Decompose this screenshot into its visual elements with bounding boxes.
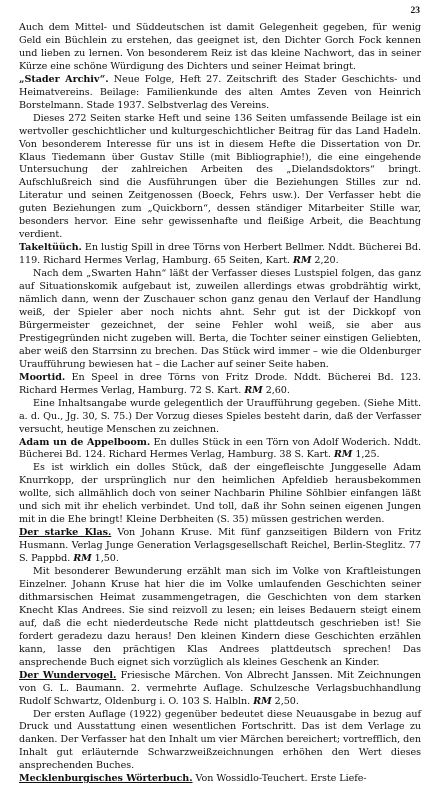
paragraph — [19, 372, 421, 398]
currency-symbol: RM — [73, 553, 92, 565]
currency-symbol: RM — [333, 449, 353, 461]
text-run: Von Wossidlo-Teuchert. Erste Liefe- — [192, 773, 367, 785]
text-run: Es ist wirklich ein dolles Stück, daß der eingefleischte Junggeselle Adam Knurrkopp, der ursprünglich nur den heimlichen Apfeldieb herausbekommen wollte, sich allmählich doch von seiner Nachbarin Philine Söhlbier einfangen läßt und sich mit ihr ehelich verbindet. Und toll, daß ihr Sohn seinen eigenen Jungen mit in die Ehe bringt! Kleine Derbheiten (S. 35) müssen gestrichen werden. — [19, 462, 421, 526]
entry-title: Mecklenburgisches Wörterbuch. — [19, 773, 193, 785]
paragraph — [19, 670, 421, 709]
paragraph — [19, 268, 421, 372]
paragraph — [19, 398, 421, 437]
text-run: Mit besonderer Bewunderung erzählt man sich im Volke von Kraftleistungen Einzelner. Johann Kruse hat hier die im Volke umlaufenden Geschichten seiner dithmarsischen Heimat zusammengetragen, die Geschichten von dem starken Knecht Klas Andrees. Sie sind reizvoll zu lesen; ein leises Bedauern steigt einem auf, daß die echt niederdeutsche Rede nicht plattdeutsch geschrieben ist! Sie fordert geradezu dazu heraus! Den kleinen Kindern diese Geschichten erzählen kann, lasse den prächtigen Klas Andrees plattdeutsch sprechen! Das ansprechende Buch eignet sich vorzüglich als kleines Geschenk an Kinder. — [19, 566, 421, 668]
currency-symbol: RM — [253, 695, 272, 707]
paragraph — [19, 709, 421, 774]
text-run: 2,50. — [271, 695, 299, 707]
text-run: Dieses 272 Seiten starke Heft und seine 136 Seiten umfassende Beilage ist ein wertvoller geschichtlicher und kulturgeschichtlicher Beitrag für das Land Hadeln. Von besonderem Interesse für uns ist in diesem Hefte die Dissertation von Dr. Klaus Tiedemann über Gustav Stille (mit Bibliographie!), die eine eingehende Untersuchung der zahlreichen Arbeiten des „Dielandsdoktors“ bringt. Aufschlußreich sind die Ausführungen über die Beziehungen Stilles zur nd. Literatur und seinen Zeitgenossen (Boeck, Fehrs usw.). Der Verfasser hebt die guten Beziehungen zum „Quickborn“, dessen ständiger Mitarbeiter Stille war, besonders hervor. Eine sehr gewissenhafte und fleißige Arbeit, die Beachtung verdient. — [19, 112, 421, 241]
entry-title: Takeltüüch. — [19, 242, 82, 254]
entry-title: Adam un de Appelboom. — [19, 436, 151, 448]
text-run: 2,60. — [262, 384, 290, 396]
currency-symbol: RM — [292, 255, 312, 267]
paragraph — [19, 462, 421, 527]
paragraph — [19, 22, 421, 74]
paragraph — [19, 113, 421, 243]
text-run: Friesische Märchen. Von Albrecht Janssen. Mit Zeichnungen von G. L. Baumann. 2. vermehrte Auflage. Schulzesche Verlagsbuchhandlung Rudolf Schwartz, Oldenburg i. O. 103 S. Halbln. — [19, 669, 421, 707]
entry-title: Der Wundervogel. — [19, 669, 117, 681]
text-run: Der ersten Auflage (1922) gegenüber bedeutet diese Neuausgabe in bezug auf Druck und Ausstattung einen wesentlichen Fortschritt. Das ist dem Verlage zu danken. Der Verfasser hat den Inhalt um vier Märchen bereichert; vortrefflich, den Inhalt gut erläuternde Schwarzweißzeichnungen erhöhen den Wert dieses ansprechenden Buches. — [19, 708, 421, 772]
entry-title: „Stader Archiv“. — [19, 73, 109, 85]
text-run: En Speel in dree Törns von Fritz Drode. Nddt. Bücherei Bd. 123. Richard Hermes Verlag, Hamburg. 72 S. Kart. — [19, 371, 421, 396]
text-run: 1,25. — [352, 449, 380, 461]
text-run: 1,50. — [91, 553, 119, 565]
entry-title: Moortid. — [19, 371, 66, 383]
text-run: En dulles Stück in een Törn von Adolf Woderich. Nddt. Bücherei Bd. 124. Richard Hermes Verlag, Hamburg. 38 S. Kart. — [19, 436, 421, 461]
text-run: En lustig Spill in dree Törns von Herbert Bellmer. Nddt. Bücherei Bd. 119. Richard Hermes Verlag, Hamburg. 65 Seiten, Kart. — [19, 242, 421, 267]
paragraph — [19, 242, 421, 268]
text-run: 2,20. — [311, 255, 339, 267]
text-body — [19, 22, 421, 786]
text-run: Auch dem Mittel- und Süddeutschen ist damit Gelegenheit gegeben, für wenig Geld ein Büchlein zu erstehen, das geeignet ist, den Dichter Gorch Fock kennen und lieben zu lernen. Von besonderem Reiz ist das kleine Nachwort, das in seiner Kürze eine schöne Würdigung des Dichters und seiner Heimat bringt. — [19, 22, 421, 72]
text-run: Neue Folge, Heft 27. Zeitschrift des Stader Geschichts- und Heimatvereins. Beilage: Familienkunde des alten Amtes Zeven von Heinrich Borstelmann. Stade 1937. Selbstverlag des Vereins. — [19, 73, 422, 111]
currency-symbol: RM — [244, 384, 263, 396]
page-number: 23 — [410, 6, 420, 16]
paragraph — [19, 437, 421, 463]
paragraph — [19, 527, 421, 566]
entry-title: Der starke Klas. — [19, 527, 112, 539]
paragraph — [19, 74, 421, 113]
paragraph — [19, 566, 421, 670]
text-run: Von Johann Kruse. Mit fünf ganzseitigen Bildern von Fritz Husmann. Verlag Junge Generation Verlagsgesellschaft Reichel, Berlin-Steglitz. 77 S. Pappbd. — [19, 527, 421, 565]
text-run: Eine Inhaltsangabe wurde gelegentlich der Uraufführung gegeben. (Siehe Mitt. a. d. Qu., Jg. 30, S. 75.) Der Vorzug dieses Spieles besteht darin, daß der Verfasser versucht, heutige Menschen zu zeichnen. — [19, 397, 421, 435]
text-run: Nach dem „Swarten Hahn“ läßt der Verfasser dieses Lustspiel folgen, das ganz auf Situationskomik aufgebaut ist, zuweilen allerdings etwas grobdrähtig wirkt, nämlich dann, wenn der Zuschauer schon ganz genau den Verlauf der Handlung weiß, der Spieler aber noch nichts ahnt. Sehr gut ist der Dickkopf von Bürgermeister gezeichnet, der seine Fehler wohl weiß, sie aber aus Prestigegründen nicht zugeben will. Berta, die Tochter seiner einstigen Geliebten, aber weiß den Starrsinn zu brechen. Das Stück wird immer – wie die Oldenburger Uraufführung bewiesen hat – die Lacher auf seiner Seite haben. — [19, 268, 421, 370]
paragraph — [19, 773, 421, 786]
